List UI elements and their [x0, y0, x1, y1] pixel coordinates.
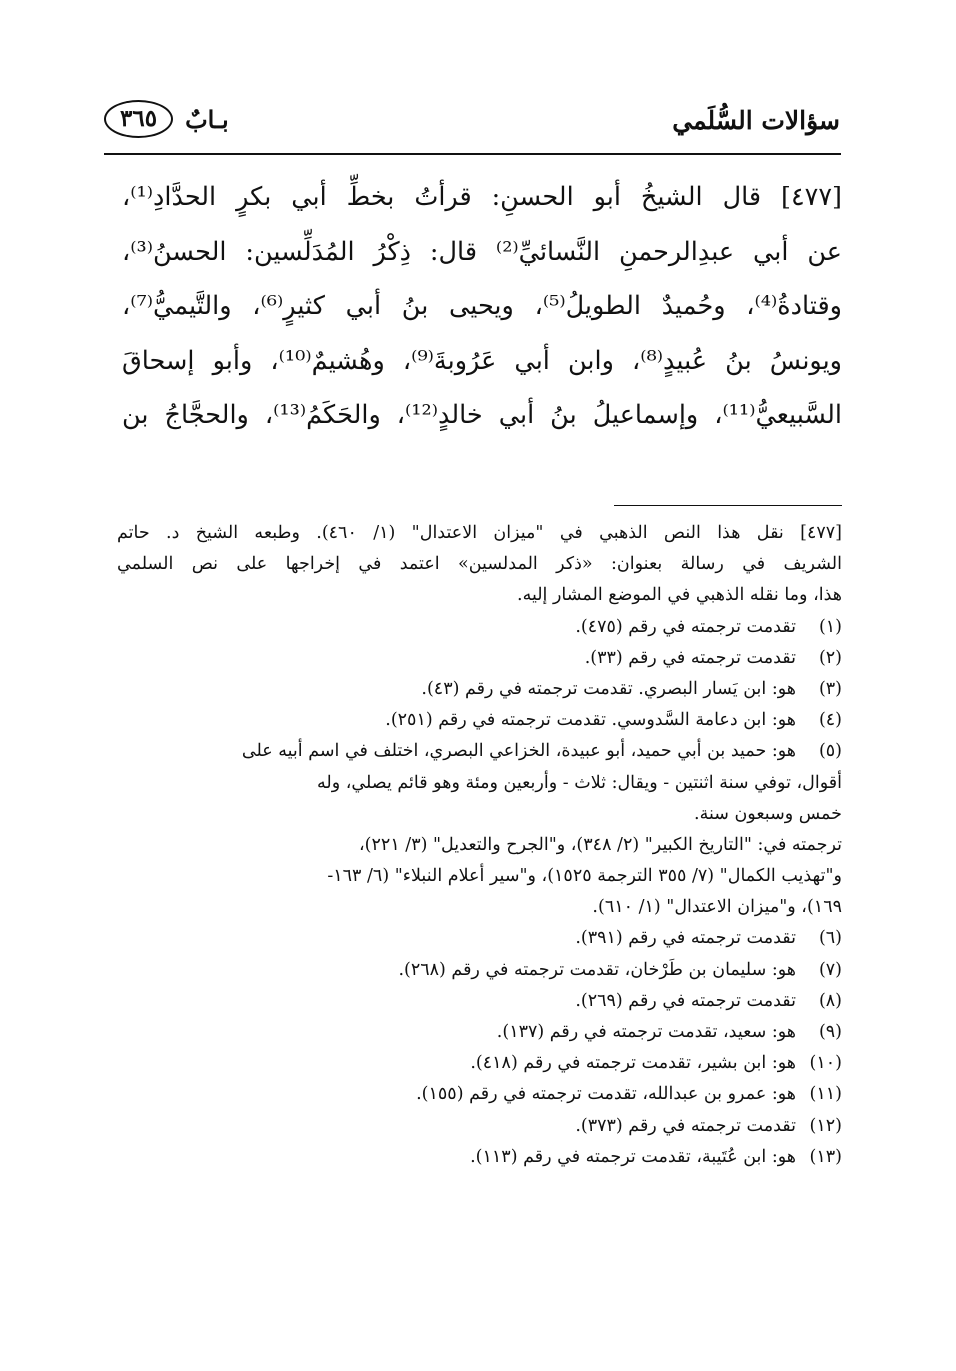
footnote-text: هو: سليمان بن طَرْخان، تقدمت ترجمته في رقم (٢٦٨). [398, 959, 796, 980]
footnote-text: و"تهذيب الكمال" (٧/ ٣٥٥ الترجمة ١٥٢٥)، و"سير أعلام النبلاء" (٦/ ١٦٣- [327, 866, 842, 887]
footnote-text: تقدمت ترجمته في رقم (٣٩١). [575, 928, 796, 949]
footnote-7 [117, 955, 842, 986]
footnote-9 [117, 1017, 842, 1048]
footnote-text: هو: حميد بن أبي حميد، أبو عبيدة، الخزاعي البصري، اختلف في اسم أبيه على [241, 741, 796, 762]
footnote-number: (١) [818, 616, 842, 637]
footnote-text: تقدمت ترجمته في رقم (٢٦٩). [575, 990, 796, 1011]
main-text-block [122, 170, 842, 443]
footnote-10 [117, 1048, 842, 1079]
footnote-number: (٤) [818, 710, 842, 731]
chapter-label: بـابٌ [185, 104, 229, 134]
footnote-number: (١٢) [809, 1115, 842, 1136]
main-text-line: السَّبيعيُّ⁽¹¹⁾، وإسماعيلُ بنُ أبي خالدٍ⁽¹²⁾، والحَكَمُ⁽¹³⁾، والحجَّاجُ بن [122, 400, 842, 430]
footnote-number: (٥) [818, 741, 842, 762]
footnote-text: هو: ابن يَسار البصري. تقدمت ترجمته في رقم (٤٣). [421, 678, 796, 699]
footnote-intro [117, 518, 842, 612]
footnote-13 [117, 1142, 842, 1173]
footnote-intro-line: الشريف في رسالة بعنوان: «ذكر المدلسين» اعتمد في إخراجها على نص السلمي [117, 554, 842, 575]
footnote-2 [117, 643, 842, 674]
footnote-number: (٦) [818, 928, 842, 949]
footnote-6 [117, 923, 842, 954]
footnote-1 [117, 612, 842, 643]
footnote-intro-line: هذا، وما نقله الذهبي في الموضع المشار إليه. [517, 585, 842, 606]
footnote-4 [117, 705, 842, 736]
footnote-text: أقوال، توفي سنة اثنتين - ويقال: ثلاث - وأربعين ومئة وهو قائم يصلي، وله [317, 772, 842, 793]
footnote-number: (١٣) [809, 1146, 842, 1167]
footnote-separator [614, 505, 842, 506]
main-text-line: عن أبي عبدِالرحمنِ النَّسائيِّ⁽²⁾ قال: ذِكْرُ المُدَلِّسين: الحسنُ⁽³⁾، [122, 236, 842, 267]
footnote-text: هو: ابن دعامة السَّدوسي. تقدمت ترجمته في رقم (٢٥١). [385, 710, 796, 731]
footnote-11 [117, 1079, 842, 1110]
footnote-number: (٣) [818, 678, 842, 699]
footnote-text: تقدمت ترجمته في رقم (٣٣). [584, 647, 796, 668]
footnote-number: (١١) [809, 1084, 842, 1105]
footnote-number: (٢) [818, 647, 842, 668]
main-text-line: [٤٧٧] قال الشيخُ أبو الحسنِ: قرأتُ بخطِّ أبي بكرٍ الحدَّادِ⁽¹⁾، [122, 182, 842, 212]
header-divider [104, 153, 841, 155]
book-title: سؤالات السُّلَمي [672, 106, 840, 135]
running-header [104, 100, 840, 148]
footnote-number: (٧) [818, 959, 842, 980]
main-text-line: ويونسُ بنُ عُبيدٍ⁽⁸⁾، وابن أبي عَرُوبةَ⁽⁹⁾، وهُشيمٌ⁽¹⁰⁾، وأبو إسحاقَ [122, 345, 842, 376]
page-number-badge: ٣٦٥ [104, 100, 173, 138]
footnote-text: خمس وسبعون سنة. [694, 803, 842, 824]
footnote-3 [117, 674, 842, 705]
footnote-8 [117, 986, 842, 1017]
footnote-text: هو: ابن عُتَيبة، تقدمت ترجمته في رقم (١١٣). [470, 1146, 796, 1167]
footnote-text: ترجمته في: "التاريخ الكبير" (٢/ ٣٤٨)، و"الجرح والتعديل" (٣/ ٢٢١)، [359, 834, 842, 855]
footnote-number: (٨) [818, 990, 842, 1011]
footnote-text: تقدمت ترجمته في رقم (٣٧٣). [575, 1115, 796, 1136]
header-page-info [104, 100, 229, 138]
footnote-text: هو: ابن بشير، تقدمت ترجمته في رقم (٤١٨). [470, 1053, 796, 1074]
footnote-5 [117, 736, 842, 923]
main-text-line: وقتادةُ⁽⁴⁾، وحُميدٌ الطويلُ⁽⁵⁾، ويحيى بنُ أبي كثيرٍ⁽⁶⁾، والتَّيميُّ⁽⁷⁾، [122, 291, 842, 321]
footnote-text: هو: سعيد، تقدمت ترجمته في رقم (١٣٧). [496, 1022, 796, 1042]
footnote-text: هو: عمرو بن عبدالله، تقدمت ترجمته في رقم (١٥٥). [416, 1084, 796, 1105]
footnote-number: (٩) [818, 1022, 842, 1042]
footnote-text: تقدمت ترجمته في رقم (٤٧٥). [575, 616, 796, 637]
footnotes-block [117, 518, 842, 1173]
footnote-number: (١٠) [809, 1053, 842, 1074]
footnote-text: ١٦٩)، و"ميزان الاعتدال" (١/ ٦١٠). [592, 897, 842, 918]
footnote-intro-line: [٤٧٧] نقل هذا النص الذهبي في "ميزان الاعتدال" (١/ ٤٦٠). وطبعه الشيخ د. حاتم [117, 523, 842, 543]
footnote-12 [117, 1111, 842, 1142]
